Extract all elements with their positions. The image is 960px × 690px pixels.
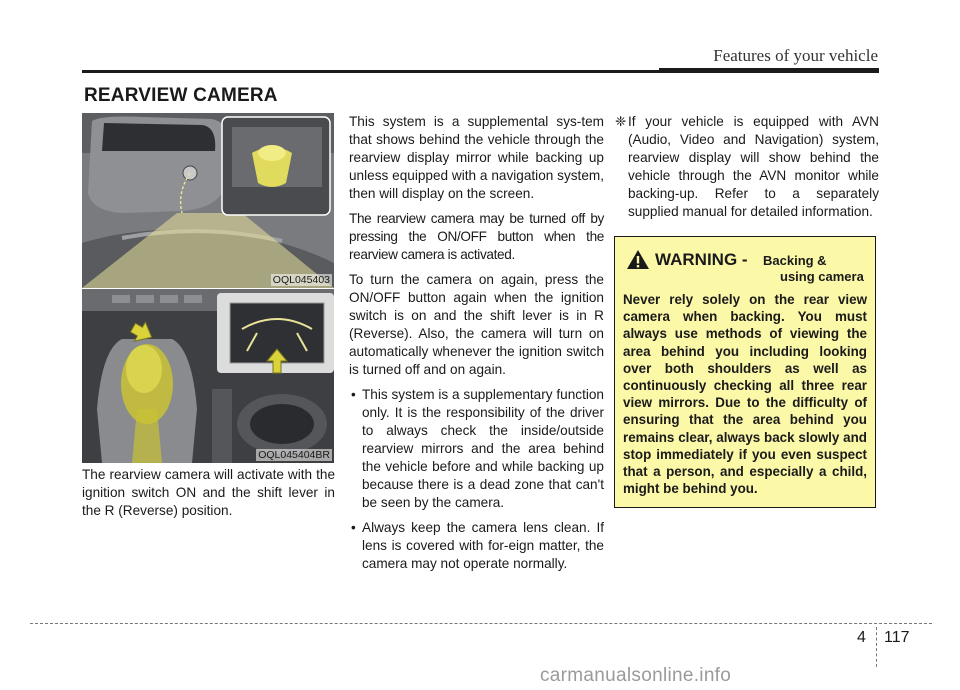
chapter-number: 4: [857, 629, 866, 646]
tailgate-illustration: [82, 113, 334, 288]
warning-subtitle-2: using camera: [780, 269, 864, 284]
footer-rule: [30, 623, 932, 624]
paragraph-2: The rearview camera may be turned off by pressing the ON/OFF button when the rearview camera is activated.: [349, 211, 604, 262]
note-mark: ❈: [615, 114, 627, 129]
page-number: 117: [884, 629, 910, 646]
console-illustration: [82, 289, 334, 463]
warning-header: [623, 241, 867, 289]
figure-tailgate-camera: [82, 113, 334, 288]
header-rule: [82, 70, 879, 73]
figure-console-display: [82, 289, 334, 463]
section-title: REARVIEW CAMERA: [84, 85, 278, 106]
paragraph-3: To turn the camera on again, press the ON/OFF button again when the ignition switch is on and the shift lever is in R (Reverse). Also, the camera will turn on automatically whenever the ignition switch is turned off and on again.: [349, 272, 604, 377]
avn-note: [615, 113, 879, 221]
paragraph-1: This system is a supplemental sys-tem that shows behind the vehicle through the rearview display mirror while backing up unless equipped with a navigation system, then will display on the screen.: [349, 114, 604, 201]
watermark: carmanualsonline.info: [540, 665, 732, 686]
figure-code-1: OQL045403: [272, 274, 330, 286]
warning-subtitle-1: Backing &: [763, 253, 827, 268]
figure-code-2: OQL045404BR: [258, 449, 330, 461]
header-title: Features of your vehicle: [713, 46, 878, 65]
warning-box: [614, 236, 876, 508]
bullet-item-2: • Always keep the camera lens clean. If lens is covered with for-eign matter, the camera may not operate normally.: [349, 519, 604, 573]
warning-triangle-icon: [626, 249, 650, 270]
figure-caption: The rearview camera will activate with the ignition switch ON and the shift lever in the R (Reverse) position.: [82, 467, 335, 518]
bullet-item-1: • This system is a supplementary function only. It is the responsibility of the driver to always check the inside/outside rearview mirrors and the area behind the vehicle before and while backing up because there is a dead zone that can't be seen by the camera.: [349, 386, 604, 512]
page-separator: [876, 627, 877, 667]
column-2: [349, 113, 604, 580]
bullet-list: [349, 386, 604, 573]
warning-body: Never rely solely on the rear view camera when backing. You must always use methods of viewing the area behind you including looking over both shoulders as well as continuously checking all three rear view mirrors. Due to the difficulty of ensuring that the area behind you remains clear, always back slowly and stop immediately if you even suspect that a person, and especially a child, might be behind you.: [623, 292, 867, 497]
note-text: If your vehicle is equipped with AVN (Audio, Video and Navigation) system, rearview display will show behind the vehicle through the AVN monitor while backing-up. Refer to a separately supplied manual for detailed information.: [628, 114, 879, 219]
warning-label: WARNING -: [655, 250, 748, 269]
